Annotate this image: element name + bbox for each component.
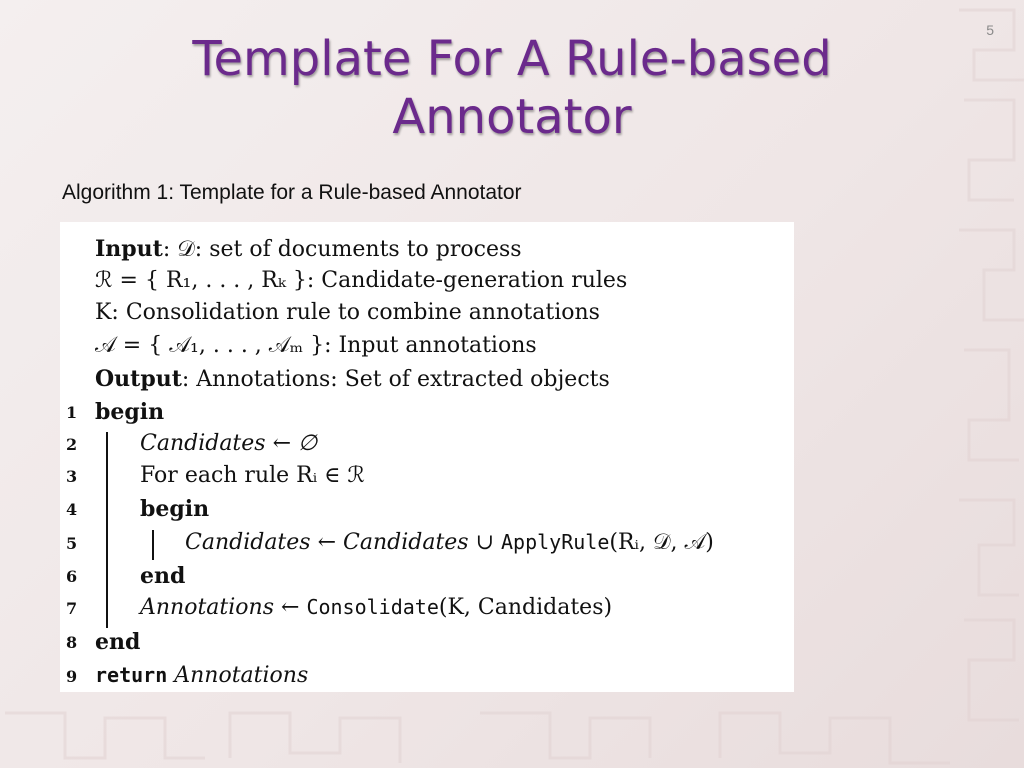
line-number: 2: [66, 435, 78, 454]
block-bar-outer: [106, 432, 108, 628]
line-text: end: [140, 563, 186, 589]
header-text: : 𝒟: set of documents to process: [162, 237, 522, 262]
slide-title-line-1: Template For A Rule-based: [192, 31, 832, 87]
header-text: K: Consolidation rule to combine annotations: [95, 300, 600, 325]
line-number: 6: [66, 567, 78, 586]
input-keyword: Input: [95, 236, 163, 262]
header-text: ℛ = { R₁, . . . , Rₖ }: Candidate-generation rules: [95, 268, 628, 293]
line-text: For each rule Rᵢ ∈ ℛ: [140, 463, 365, 488]
algorithm-box: [60, 222, 794, 692]
slide-title-line-2: Annotator: [392, 89, 632, 145]
line-text: Annotations: [167, 663, 309, 688]
line-text: (Rᵢ, 𝒟, 𝒜): [609, 530, 714, 555]
line-number: 3: [66, 467, 78, 486]
line-number: 7: [66, 599, 78, 618]
line-text: begin: [140, 496, 210, 522]
slide-title: [0, 30, 1024, 146]
line-number: 8: [66, 633, 78, 652]
header-text: : Annotations: Set of extracted objects: [181, 367, 610, 392]
line-number: 9: [66, 667, 78, 686]
return-keyword: return: [95, 663, 168, 687]
output-keyword: Output: [95, 366, 182, 392]
page-number: 5: [986, 22, 994, 38]
header-text: 𝒜 = { 𝒜₁, . . . , 𝒜ₘ }: Input annotations: [95, 333, 537, 358]
line-text: Candidates ← Candidates ∪: [185, 530, 502, 555]
line-number: 1: [66, 403, 78, 422]
consolidate-function: Consolidate: [306, 595, 439, 619]
line-text: Annotations ←: [140, 595, 307, 620]
line-text: begin: [95, 399, 165, 425]
line-text: (K, Candidates): [438, 595, 613, 620]
background-pattern-bottom: [0, 698, 1024, 768]
line-number: 4: [66, 500, 78, 519]
block-bar-inner: [152, 530, 154, 560]
line-text: end: [95, 629, 141, 655]
line-text: Candidates ← ∅: [140, 431, 318, 456]
apply-rule-function: ApplyRule: [501, 530, 610, 554]
algorithm-caption: Algorithm 1: Template for a Rule-based Annotator: [62, 181, 522, 204]
line-number: 5: [66, 534, 78, 553]
